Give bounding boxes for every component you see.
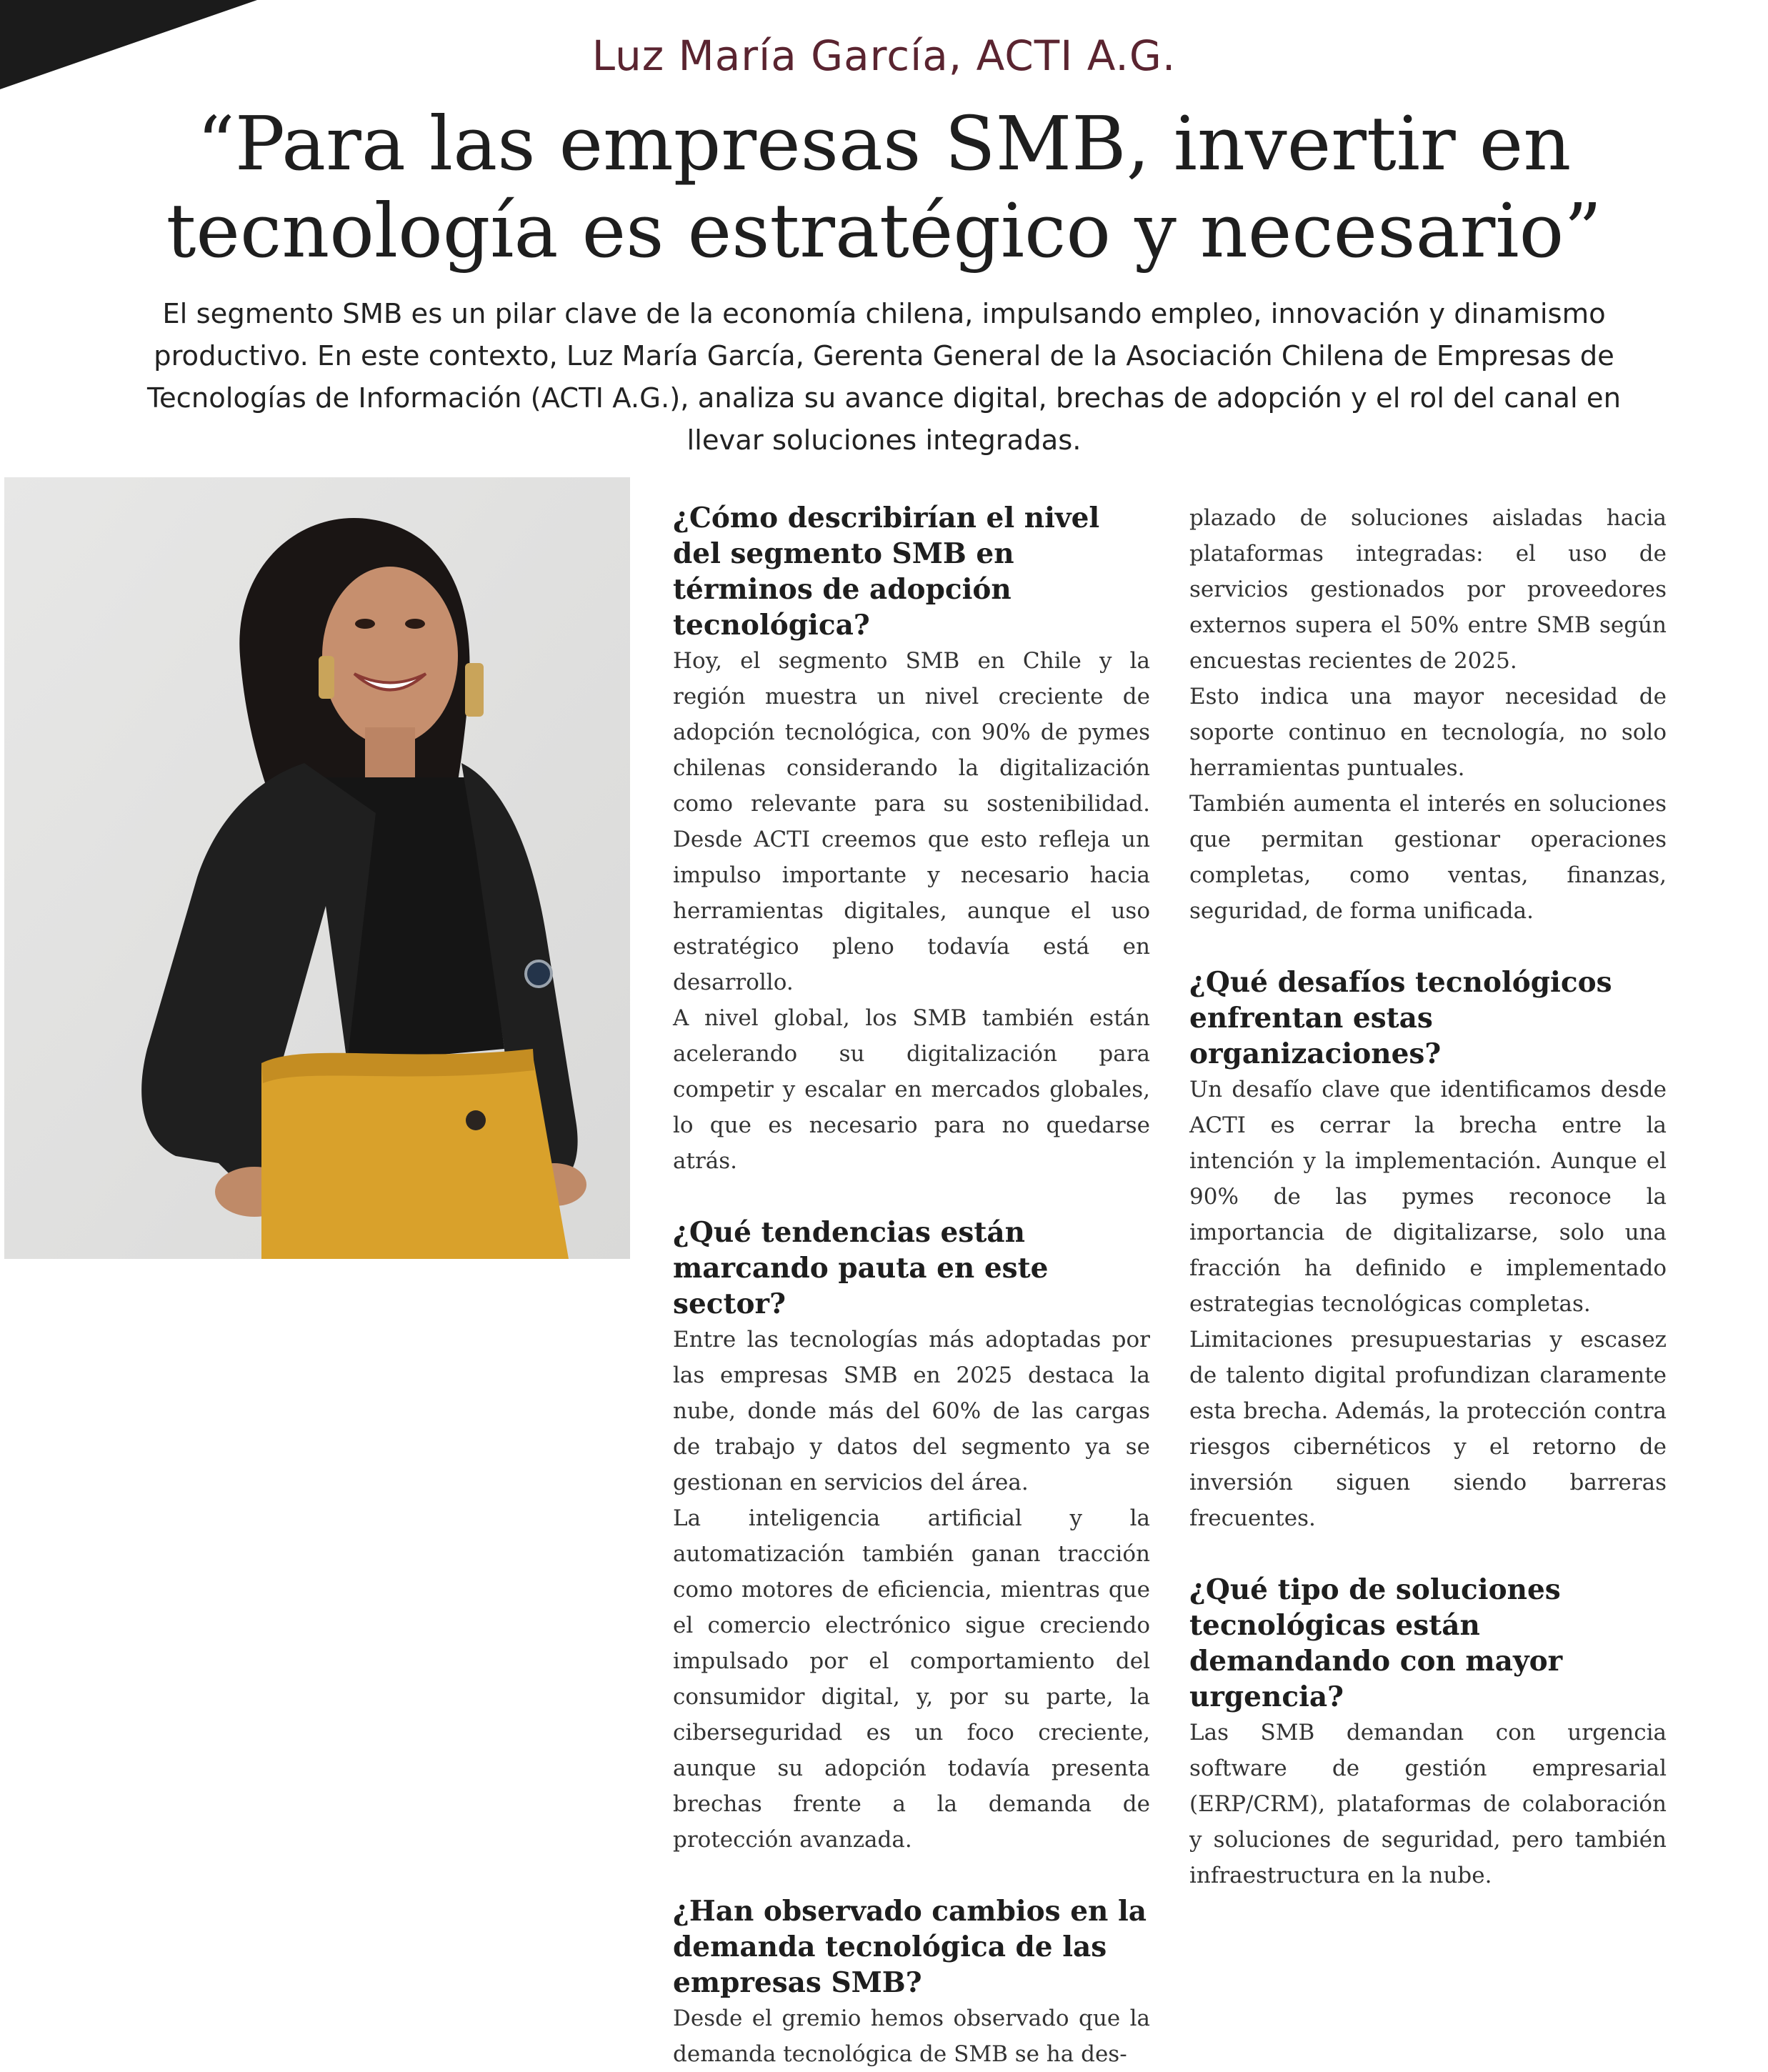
- headline-line-1: “Para las empresas SMB, invertir en: [196, 100, 1572, 187]
- question-1: ¿Cómo describirían el nivel del segmento SMB en términos de adopción tecnológica?: [673, 502, 1100, 642]
- answer-3-paragraph-2: Esto indica una mayor necesidad de soporte continuo en tecnología, no solo herramientas puntuales.: [1189, 684, 1667, 781]
- answer-2-paragraph-1: Entre las tecnologías más adoptadas por las empresas SMB en 2025 destaca la nube, donde más del 60% de las cargas de trabajo y datos del segmento ya se gestionan en servicios del área.: [673, 1327, 1150, 1495]
- answer-5-paragraph-1: Las SMB demandan con urgencia software de gestión empresarial (ERP/CRM), plataformas de colaboración y soluciones de seguridad, pero también infraestructura en la nube.: [1189, 1720, 1667, 1888]
- answer-3-paragraph-1: Desde el gremio hemos observado que la demanda tecnológica de SMB se ha des-: [673, 2006, 1150, 2067]
- answer-4-paragraph-2: Limitaciones presupuestarias y escasez de talento digital profundizan claramente esta brecha. Además, la protección contra riesgos cibernéticos y el retorno de inversión siguen siendo barreras frecuentes.: [1189, 1327, 1667, 1531]
- question-2: ¿Qué tendencias están marcando pauta en este sector?: [673, 1216, 1049, 1320]
- article-column-2: [1189, 500, 1667, 1893]
- article-lead: El segmento SMB es un pilar clave de la economía chilena, impulsando empleo, innovación y dinamismo productivo. En este contexto, Luz María García, Gerenta General de la Asociación Chilena de Empresas de Tecnologías de Información (ACTI A.G.), analiza su avance digital, brechas de adopción y el rol del canal en llevar soluciones integradas.: [146, 298, 1621, 457]
- answer-1-paragraph-1: Hoy, el segmento SMB en Chile y la región muestra un nivel creciente de adopción tecnológica, con 90% de pymes chilenas considerando la digitalización como relevante para su sostenibilidad. Desde ACTI creemos que esto refleja un impulso importante y necesario hacia herramientas digitales, aunque el uso estratégico pleno todavía está en desarrollo.: [673, 648, 1150, 995]
- answer-2-paragraph-2: La inteligencia artificial y la automatización también ganan tracción como motores de eficiencia, mientras que el comercio electrónico sigue creciendo impulsado por el comportamiento del consumidor digital, y, por su parte, la ciberseguridad es un foco creciente, aunque su adopción todavía presenta brechas frente a la demanda de protección avanzada.: [673, 1505, 1150, 1853]
- question-5: ¿Qué tipo de soluciones tecnológicas están demandando con mayor urgencia?: [1189, 1573, 1563, 1713]
- answer-4-paragraph-1: Un desafío clave que identificamos desde ACTI es cerrar la brecha entre la intención y la implementación. Aunque el 90% de las pymes reconoce la importancia de digitalizarse, solo una fracción ha definido e implementado estrategias tecnológicas completas.: [1189, 1077, 1667, 1317]
- question-3: ¿Han observado cambios en la demanda tecnológica de las empresas SMB?: [673, 1895, 1147, 1999]
- question-4: ¿Qué desafíos tecnológicos enfrentan estas organizaciones?: [1189, 966, 1612, 1070]
- answer-1-paragraph-2: A nivel global, los SMB también están acelerando su digitalización para competir y escalar en mercados globales, lo que es necesario para no quedarse atrás.: [673, 1005, 1150, 1174]
- answer-3-paragraph-3: También aumenta el interés en soluciones que permitan gestionar operaciones completas, como ventas, finanzas, seguridad, de forma unificada.: [1189, 791, 1667, 924]
- portrait-photo: [4, 477, 630, 1259]
- article-headline: [143, 100, 1625, 274]
- answer-3-paragraph-1-continued: plazado de soluciones aisladas hacia plataformas integradas: el uso de servicios gestionados por proveedores externos supera el 50% entre SMB según encuestas recientes de 2025.: [1189, 505, 1667, 674]
- headline-line-2: tecnología es estratégico y necesario”: [166, 187, 1602, 274]
- article-column-1: [673, 500, 1150, 2072]
- article-kicker: Luz María García, ACTI A.G.: [591, 31, 1177, 80]
